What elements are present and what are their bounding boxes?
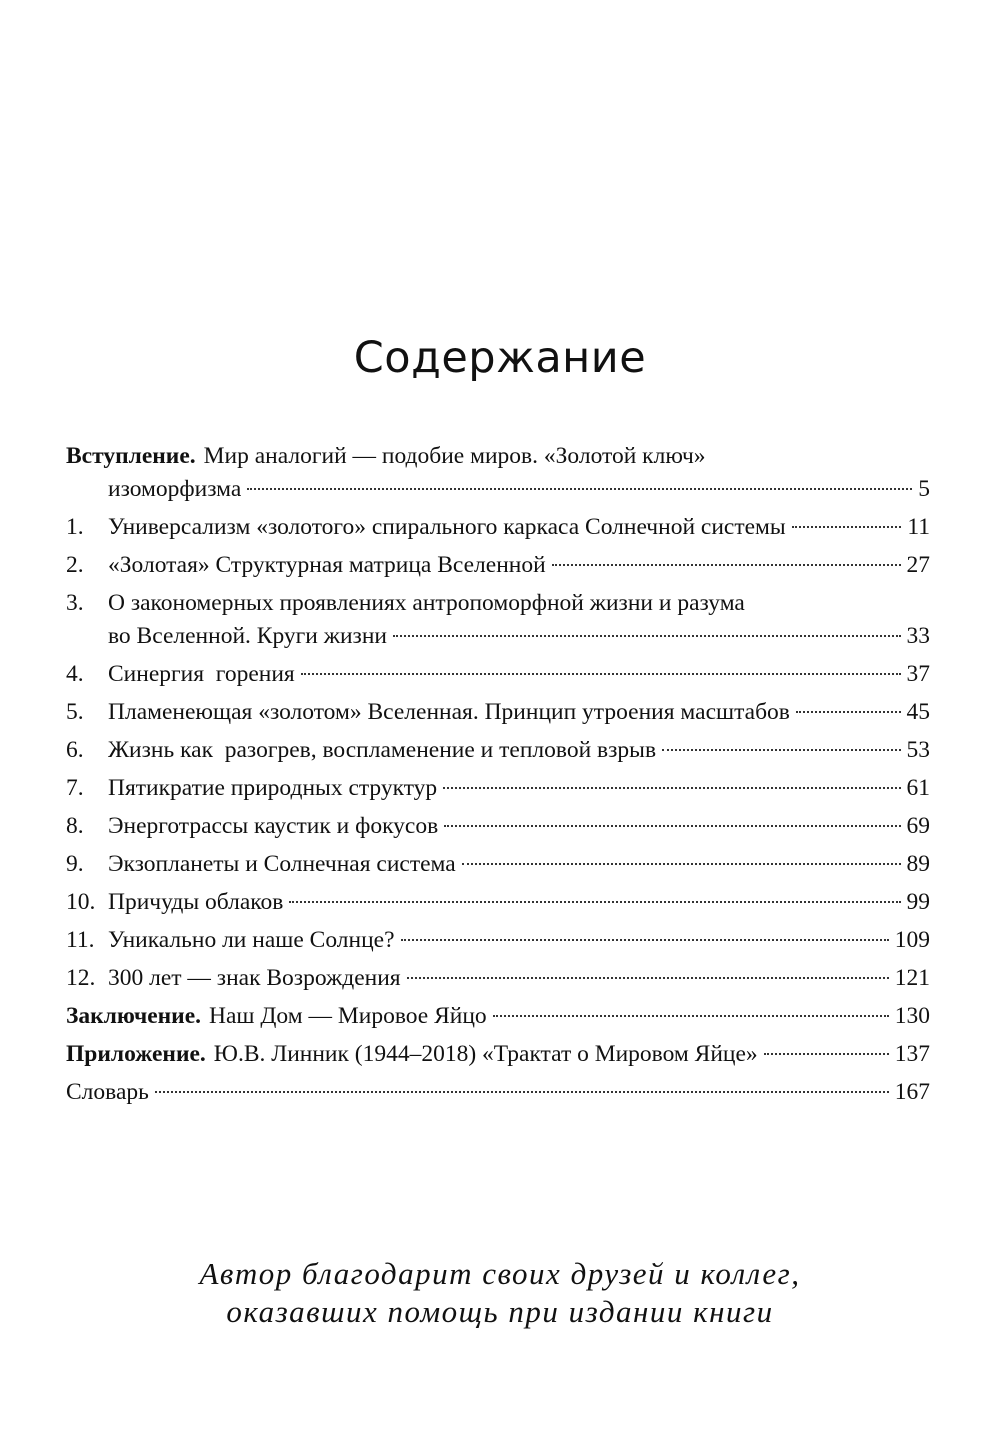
chapter-number: 8. [66,813,84,839]
conclusion-page: 130 [894,1003,930,1029]
leader-dots [764,1053,889,1055]
table-of-contents [66,440,930,1114]
leader-dots [289,901,900,903]
chapter-title: Пятикратие природных структур [108,775,438,801]
leader-dots [393,635,901,637]
chapter-number: 9. [66,851,84,877]
toc-entry-chapter-1[interactable] [66,511,930,544]
leader-dots [493,1015,889,1017]
appendix-page: 137 [894,1041,930,1067]
chapter-number: 3. [66,590,84,616]
toc-entry-chapter-9[interactable] [66,848,930,881]
leader-dots [796,711,901,713]
chapter-title-line1: О закономерных проявлениях антропоморфной жизни и разума [108,590,745,616]
chapter-title: «Золотая» Структурная матрица Вселенной [108,552,546,578]
page-title: Содержание [353,333,647,383]
acknowledgement [0,1255,1000,1331]
chapter-page: 89 [906,851,930,877]
acknowledgement-line2: оказавших помощь при издании книги [226,1294,774,1329]
toc-entry-chapter-2[interactable] [66,549,930,582]
chapter-page: 69 [906,813,930,839]
chapter-number: 6. [66,737,84,763]
chapter-page: 121 [894,965,930,991]
chapter-number: 7. [66,775,84,801]
toc-entry-chapter-8[interactable] [66,810,930,843]
leader-dots [407,977,889,979]
chapter-number: 2. [66,552,84,578]
toc-entry-intro[interactable] [66,440,930,506]
toc-entry-chapter-3[interactable] [66,587,930,653]
leader-dots [662,749,900,751]
toc-entry-chapter-10[interactable] [66,886,930,919]
chapter-title: Универсализм «золотого» спирального каркаса Солнечной системы [108,514,786,540]
leader-dots [792,526,902,528]
chapter-title: Причуды облаков [108,889,284,915]
leader-dots [301,673,901,675]
chapter-title: Синергия горения [108,661,295,687]
toc-entry-chapter-12[interactable] [66,962,930,995]
chapter-title: Жизнь как разогрев, воспламенение и тепловой взрыв [108,737,657,763]
leader-dots [462,863,901,865]
chapter-title: Пламенеющая «золотом» Вселенная. Принцип утроения масштабов [108,699,790,725]
chapter-page: 109 [894,927,930,953]
chapter-number: 11. [66,927,95,953]
toc-entry-chapter-4[interactable] [66,658,930,691]
chapter-title: Энерготрассы каустик и фокусов [108,813,439,839]
acknowledgement-line1: Автор благодарит своих друзей и коллег, [199,1256,801,1291]
toc-entry-conclusion[interactable] [66,1000,930,1033]
chapter-title: Уникально ли наше Солнце? [108,927,395,953]
intro-title-line2: изоморфизма [108,476,242,502]
appendix-title: Ю.В. Линник (1944–2018) «Трактат о Мировом Яйце» [213,1041,758,1067]
leader-dots [155,1091,889,1093]
conclusion-title: Наш Дом — Мировое Яйцо [209,1003,487,1029]
chapter-page: 11 [907,514,930,540]
leader-dots [444,825,900,827]
chapter-number: 12. [66,965,96,991]
leader-dots [443,787,900,789]
chapter-page: 61 [906,775,930,801]
glossary-title: Словарь [66,1079,149,1105]
appendix-lead: Приложение. [66,1041,206,1067]
intro-title-line1: Мир аналогий — подобие миров. «Золотой ключ» [203,443,706,469]
toc-entry-chapter-11[interactable] [66,924,930,957]
chapter-number: 1. [66,514,84,540]
chapter-number: 10. [66,889,96,915]
chapter-page: 37 [906,661,930,687]
intro-page: 5 [918,476,930,502]
chapter-page: 99 [906,889,930,915]
toc-entry-appendix[interactable] [66,1038,930,1071]
leader-dots [247,488,912,490]
intro-lead: Вступление. [66,443,196,469]
leader-dots [552,564,901,566]
toc-entry-chapter-7[interactable] [66,772,930,805]
chapter-page: 53 [906,737,930,763]
chapter-title: Экзопланеты и Солнечная система [108,851,456,877]
chapter-page: 27 [906,552,930,578]
toc-entry-chapter-6[interactable] [66,734,930,767]
chapter-number: 4. [66,661,84,687]
chapter-title-line2: во Вселенной. Круги жизни [108,623,387,649]
chapter-page: 45 [906,699,930,725]
leader-dots [401,939,889,941]
chapter-page: 33 [906,623,930,649]
glossary-page: 167 [894,1079,930,1105]
chapter-title: 300 лет — знак Возрождения [108,965,401,991]
chapter-number: 5. [66,699,84,725]
toc-entry-chapter-5[interactable] [66,696,930,729]
toc-entry-glossary[interactable] [66,1076,930,1109]
conclusion-lead: Заключение. [66,1003,202,1029]
